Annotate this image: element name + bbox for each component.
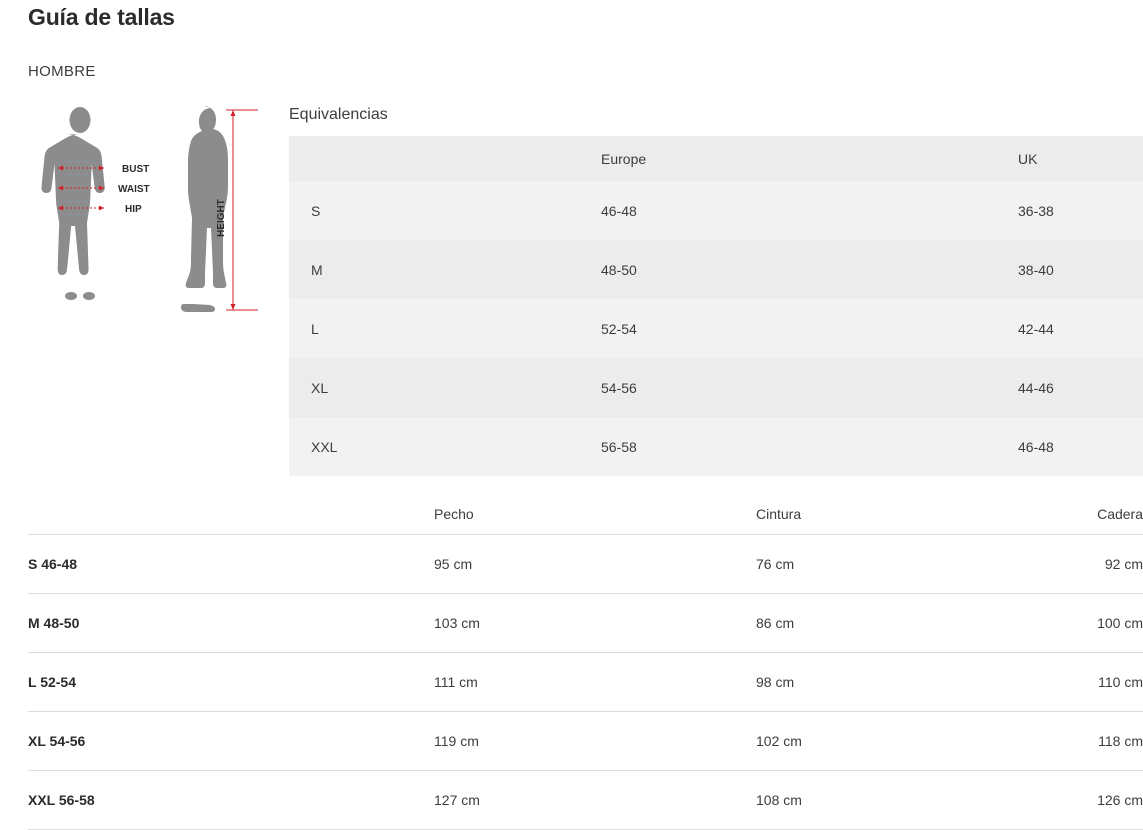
cell-size: XXL [289,417,601,476]
cell-size: L 52-54 [28,652,434,711]
cell-uk: 46-48 [1018,417,1143,476]
cell-size: XL 54-56 [28,711,434,770]
cell-size: M [289,240,601,299]
cell-uk: 44-46 [1018,358,1143,417]
cell-uk: 36-38 [1018,181,1143,240]
column-header-size [28,494,434,534]
cell-hip: 100 cm [1083,593,1143,652]
measurements-table [28,494,1143,830]
cell-chest: 127 cm [434,770,756,829]
table-header-row [28,494,1143,534]
cell-size: L [289,299,601,358]
column-header-uk: UK [1018,136,1143,181]
table-row [289,240,1143,299]
table-row [28,534,1143,593]
cell-chest: 103 cm [434,593,756,652]
table-row [28,711,1143,770]
equivalences-title: Equivalencias [289,106,388,123]
cell-waist: 98 cm [756,652,1083,711]
table-row [28,652,1143,711]
cell-size: S [289,181,601,240]
table-row [289,299,1143,358]
cell-hip: 126 cm [1083,770,1143,829]
table-row [289,358,1143,417]
equivalences-table [289,136,1143,476]
body-measurement-figure [28,98,268,338]
cell-europe: 48-50 [601,240,1018,299]
cell-waist: 76 cm [756,534,1083,593]
label-bust: BUST [122,164,150,175]
column-header-size [289,136,601,181]
cell-waist: 108 cm [756,770,1083,829]
table-row [28,593,1143,652]
table-header-row [289,136,1143,181]
column-header-pecho: Pecho [434,494,756,534]
cell-europe: 56-58 [601,417,1018,476]
cell-chest: 111 cm [434,652,756,711]
cell-waist: 86 cm [756,593,1083,652]
cell-uk: 42-44 [1018,299,1143,358]
label-height: HEIGHT [216,199,227,237]
front-body-icon [41,107,104,300]
cell-europe: 52-54 [601,299,1018,358]
cell-europe: 54-56 [601,358,1018,417]
cell-chest: 119 cm [434,711,756,770]
cell-chest: 95 cm [434,534,756,593]
cell-size: XXL 56-58 [28,770,434,829]
table-row [289,181,1143,240]
table-row [28,770,1143,829]
column-header-cintura: Cintura [756,494,1083,534]
cell-size: M 48-50 [28,593,434,652]
label-hip: HIP [125,204,142,215]
page-title: Guía de tallas [28,4,175,30]
cell-waist: 102 cm [756,711,1083,770]
cell-size: S 46-48 [28,534,434,593]
table-row [289,417,1143,476]
label-waist: WAIST [118,184,150,195]
figure-svg [28,98,268,338]
cell-hip: 118 cm [1083,711,1143,770]
cell-hip: 110 cm [1083,652,1143,711]
cell-uk: 38-40 [1018,240,1143,299]
cell-size: XL [289,358,601,417]
column-header-cadera: Cadera [1083,494,1143,534]
gender-section-label: HOMBRE [28,63,96,80]
column-header-europe: Europe [601,136,1018,181]
cell-europe: 46-48 [601,181,1018,240]
cell-hip: 92 cm [1083,534,1143,593]
